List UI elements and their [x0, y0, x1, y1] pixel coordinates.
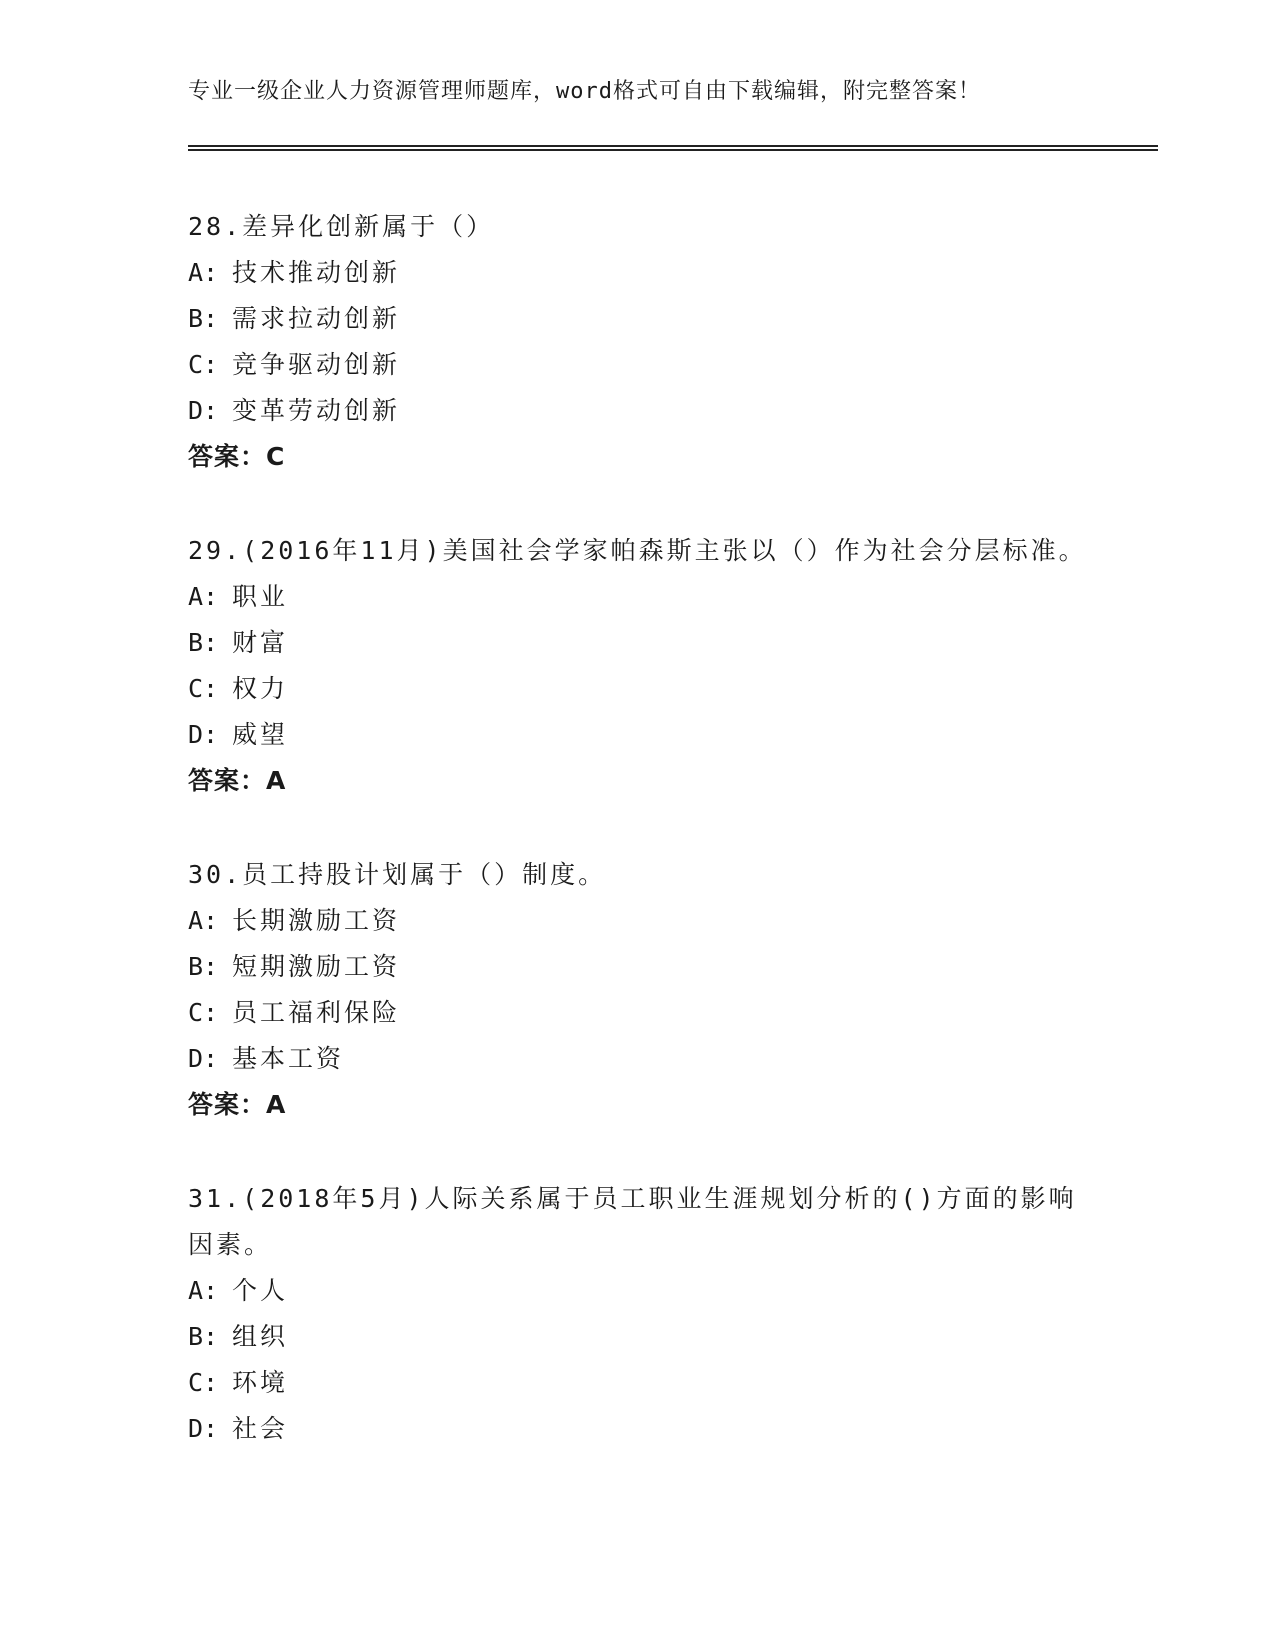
option-text: 组织: [232, 1322, 289, 1351]
question-stem: 31.(2018年5月)人际关系属于员工职业生涯规划分析的()方面的影响因素。: [188, 1184, 1077, 1259]
answer-line: 答案：A: [188, 766, 287, 795]
option-b: [188, 296, 1088, 342]
option-key: B:: [188, 628, 219, 657]
page-header: 专业一级企业人力资源管理师题库，word格式可自由下载编辑，附完整答案！: [188, 79, 981, 104]
question-stem: 29.(2016年11月)美国社会学家帕森斯主张以（）作为社会分层标准。: [188, 536, 1087, 565]
option-text: 社会: [232, 1414, 289, 1443]
option-text: 财富: [232, 628, 289, 657]
option-key: C:: [188, 350, 219, 379]
option-key: A:: [188, 1276, 219, 1305]
question-29: [188, 528, 1088, 804]
option-a: [188, 250, 1088, 296]
option-key: D:: [188, 720, 219, 749]
option-b: [188, 944, 1088, 990]
option-d: [188, 712, 1088, 758]
option-key: B:: [188, 304, 219, 333]
option-c: [188, 342, 1088, 388]
option-text: 员工福利保险: [232, 998, 401, 1027]
option-a: [188, 1268, 1088, 1314]
option-d: [188, 388, 1088, 434]
option-key: C:: [188, 674, 219, 703]
option-text: 技术推动创新: [232, 258, 401, 287]
option-a: [188, 898, 1088, 944]
option-key: A:: [188, 258, 219, 287]
option-text: 需求拉动创新: [232, 304, 401, 333]
option-text: 威望: [232, 720, 289, 749]
option-key: C:: [188, 1368, 219, 1397]
option-key: D:: [188, 1414, 219, 1443]
question-list: [188, 204, 1088, 1500]
option-c: [188, 1360, 1088, 1406]
question-stem: 28.差异化创新属于（）: [188, 212, 495, 241]
option-key: B:: [188, 1322, 219, 1351]
option-d: [188, 1406, 1088, 1452]
option-text: 基本工资: [232, 1044, 345, 1073]
option-key: C:: [188, 998, 219, 1027]
option-key: B:: [188, 952, 219, 981]
option-text: 变革劳动创新: [232, 396, 401, 425]
answer-line: 答案：A: [188, 1090, 287, 1119]
option-text: 环境: [232, 1368, 289, 1397]
answer-line: 答案：C: [188, 442, 286, 471]
option-text: 权力: [232, 674, 289, 703]
option-c: [188, 990, 1088, 1036]
option-b: [188, 620, 1088, 666]
option-d: [188, 1036, 1088, 1082]
option-text: 长期激励工资: [232, 906, 401, 935]
header-divider: [188, 145, 1158, 151]
question-stem: 30.员工持股计划属于（）制度。: [188, 860, 607, 889]
option-key: D:: [188, 396, 219, 425]
option-key: D:: [188, 1044, 219, 1073]
option-key: A:: [188, 906, 219, 935]
option-text: 短期激励工资: [232, 952, 401, 981]
option-a: [188, 574, 1088, 620]
option-text: 竞争驱动创新: [232, 350, 401, 379]
question-30: [188, 852, 1088, 1128]
question-31: [188, 1176, 1088, 1452]
option-text: 个人: [232, 1276, 289, 1305]
option-key: A:: [188, 582, 219, 611]
option-b: [188, 1314, 1088, 1360]
option-c: [188, 666, 1088, 712]
question-28: [188, 204, 1088, 480]
option-text: 职业: [232, 582, 289, 611]
